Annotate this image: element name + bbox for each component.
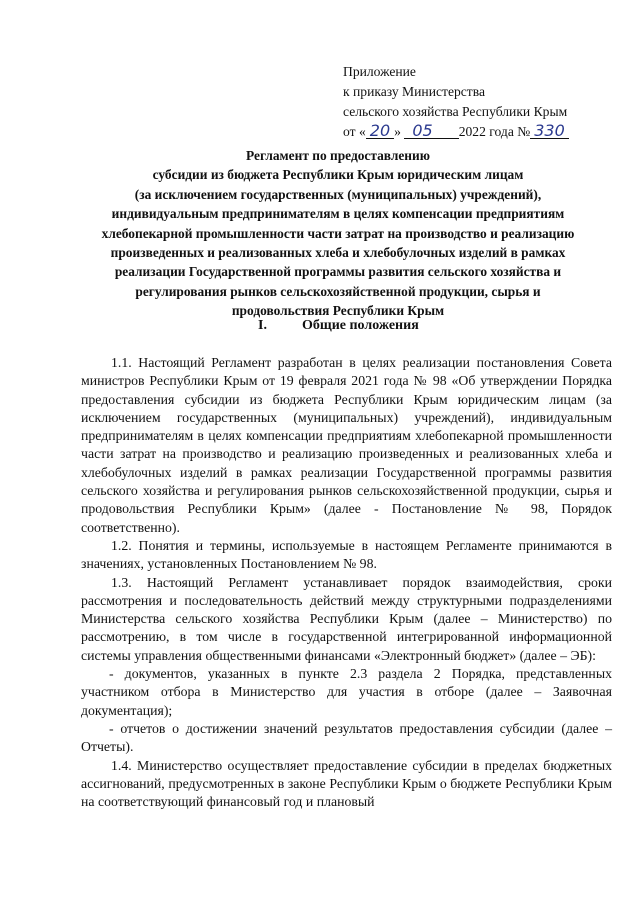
title-line: (за исключением государственных (муниципальных) учреждений), xyxy=(134,186,542,202)
title-line: реализации Государственной программы развития сельского хозяйства и xyxy=(114,264,562,280)
appendix-line: сельского хозяйства Республики Крым xyxy=(343,104,568,119)
appendix-line: к приказу Министерства xyxy=(343,84,486,99)
title-line: произведенных и реализованных хлеба и хлебобулочных изделий в рамках xyxy=(110,245,566,261)
date-prefix: от « xyxy=(343,124,366,139)
handwritten-month: 05 xyxy=(404,123,458,139)
handwritten-day: 20 xyxy=(366,123,394,139)
section-title: Общие положения xyxy=(302,318,419,333)
appendix-date-line xyxy=(343,122,633,142)
date-mid: » xyxy=(394,124,401,139)
section-number: I. xyxy=(258,318,267,333)
list-item: - документов, указанных в пункте 2.3 раздела 2 Порядка, представленных участником отбора в Министерство для участия в отборе (далее – Заявочная документация); xyxy=(81,666,612,718)
title-line: Регламент по предоставлению xyxy=(246,148,430,163)
paragraph: 1.1. Настоящий Регламент разработан в целях реализации постановления Совета министров Республики Крым от 19 февраля 2021 года № 98 «Об утверждении Порядка предоставления субсидии из бюджета Республики Крым юридическим лицам (за исключением государственных (муниципальных) учреждений), индивидуальным предпринимателям в целях компенсации предприятиям хлебопекарной промышленности части затрат на производство и реализацию произведенных и реализованных хлеба и хлебобулочных изделий в рамках реализации Государственной программы развития сельского хозяйства и регулирования рынков сельскохозяйственной продукции, сырья и продовольствия Республики Крым» (далее - Постановление № 98, Порядок соответственно). xyxy=(81,355,612,535)
title-line: субсидии из бюджета Республики Крым юридическим лицам xyxy=(152,167,524,183)
title-line: продовольствия Республики Крым xyxy=(231,303,445,319)
paragraph: 1.4. Министерство осуществляет предоставление субсидии в пределах бюджетных ассигнований, предусмотренных в законе Республики Крым о бюджете Республики Крым на соответствующий финансовый год и плановый xyxy=(81,757,612,810)
appendix-header xyxy=(343,62,633,142)
list-item: - отчетов о достижении значений результатов предоставления субсидии (далее – Отчеты). xyxy=(81,720,612,755)
year-text: 2022 года № xyxy=(458,124,531,139)
paragraph: 1.3. Настоящий Регламент устанавливает порядок взаимодействия, сроки рассмотрения и последовательность действий между структурными подразделениями Министерства сельского хозяйства Республики Крым (далее – Министерство) по рассмотрению, в том числе в государственной интегрированной информационной системы управления общественными финансами «Электронный бюджет» (далее – ЭБ): xyxy=(81,574,612,663)
document-title xyxy=(58,146,618,321)
section-heading xyxy=(258,318,419,334)
paragraph: 1.2. Понятия и термины, используемые в настоящем Регламенте принимаются в значениях, установленных Постановлением № 98. xyxy=(81,537,612,572)
title-line: хлебопекарной промышленности части затрат на производство и реализацию xyxy=(101,225,575,241)
document-body xyxy=(81,354,612,811)
title-line: регулирования рынков сельскохозяйственной продукции, сырья и xyxy=(135,283,541,299)
title-line: индивидуальным предпринимателям в целях компенсации предприятиям xyxy=(111,206,565,222)
appendix-line: Приложение xyxy=(343,64,416,79)
handwritten-order-number: 330 xyxy=(530,123,569,139)
